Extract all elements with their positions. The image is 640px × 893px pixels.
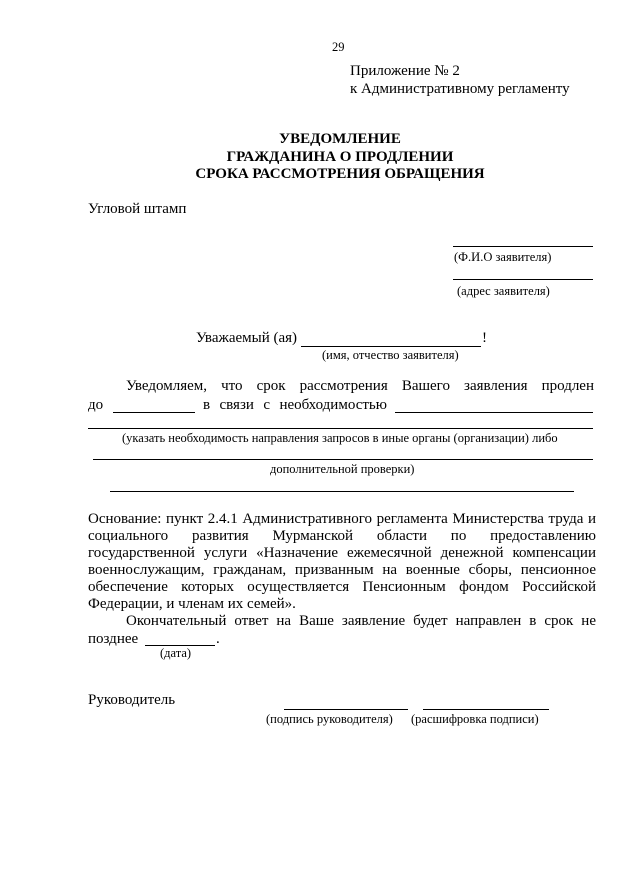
corner-stamp-label: Угловой штамп: [88, 201, 187, 217]
page-number: 29: [332, 40, 345, 54]
final-answer-suffix: .: [216, 631, 220, 647]
notice-word: Вашего: [401, 378, 450, 394]
applicant-address-line: [453, 279, 593, 280]
basis-line-3: государственной услуги «Назначение ежемесячной денежной компенсации: [88, 545, 596, 561]
notice-word: продлен: [541, 378, 594, 394]
notice-reason-word: в: [203, 397, 211, 413]
greeting-name-line: [301, 346, 481, 347]
applicant-address-caption: (адрес заявителя): [457, 284, 550, 298]
applicant-name-caption: (Ф.И.О заявителя): [454, 250, 552, 264]
signature-label: Руководитель: [88, 692, 176, 708]
appendix-line-2: к Административному регламенту: [350, 81, 570, 97]
greeting-prefix: Уважаемый (ая): [196, 330, 298, 346]
signature-line: [284, 709, 408, 710]
title-line-2: ГРАЖДАНИНА О ПРОДЛЕНИИ: [226, 149, 454, 165]
notice-reason: [203, 397, 387, 414]
basis-line-6: Федерации, и членам их семей».: [88, 596, 296, 612]
final-answer-prefix: позднее: [88, 631, 139, 647]
notice-word: рассмотрения: [299, 378, 388, 394]
reason-line-3: [110, 491, 574, 492]
date-caption: (дата): [160, 646, 192, 660]
final-answer-line-1: Окончательный ответ на Ваше заявление будет направлен в срок не: [126, 613, 596, 629]
notice-word: Уведомляем,: [126, 378, 208, 394]
notice-word: заявления: [464, 378, 528, 394]
signature-decode-caption: (расшифровка подписи): [411, 712, 539, 726]
notice-line-1: [126, 378, 594, 395]
basis-line-5: обеспечение которых осуществляется Пенсионным фондом Российской: [88, 579, 596, 595]
notice-reason-word: необходимостью: [279, 397, 387, 413]
greeting-exclamation: !: [482, 330, 487, 346]
greeting-caption: (имя, отчество заявителя): [322, 348, 459, 362]
reason-caption-2: дополнительной проверки): [270, 462, 415, 476]
basis-line-2: социального развития Мурманской области по предоставлению: [88, 528, 596, 544]
title-line-3: СРОКА РАССМОТРЕНИЯ ОБРАЩЕНИЯ: [195, 166, 485, 182]
notice-word: что: [221, 378, 243, 394]
reason-caption-1: (указать необходимость направления запросов в иные органы (организации) либо: [122, 431, 558, 445]
notice-reason-line: [395, 412, 593, 413]
notice-word: срок: [256, 378, 286, 394]
notice-reason-word: связи: [219, 397, 254, 413]
notice-reason-word: с: [263, 397, 271, 413]
title-line-1: УВЕДОМЛЕНИЕ: [279, 131, 401, 147]
notice-date-line: [113, 412, 195, 413]
basis-line-1: Основание: пункт 2.4.1 Административного регламента Министерства труда и: [88, 511, 596, 527]
reason-line-1: [88, 428, 593, 429]
basis-line-4: военнослужащим, гражданам, призванным на военные сборы, пенсионное: [88, 562, 596, 578]
signature-decode-line: [423, 709, 549, 710]
signature-caption: (подпись руководителя): [266, 712, 393, 726]
notice-until: до: [88, 397, 104, 413]
reason-line-2: [93, 459, 593, 460]
applicant-name-line: [453, 246, 593, 247]
appendix-line-1: Приложение № 2: [350, 63, 460, 79]
